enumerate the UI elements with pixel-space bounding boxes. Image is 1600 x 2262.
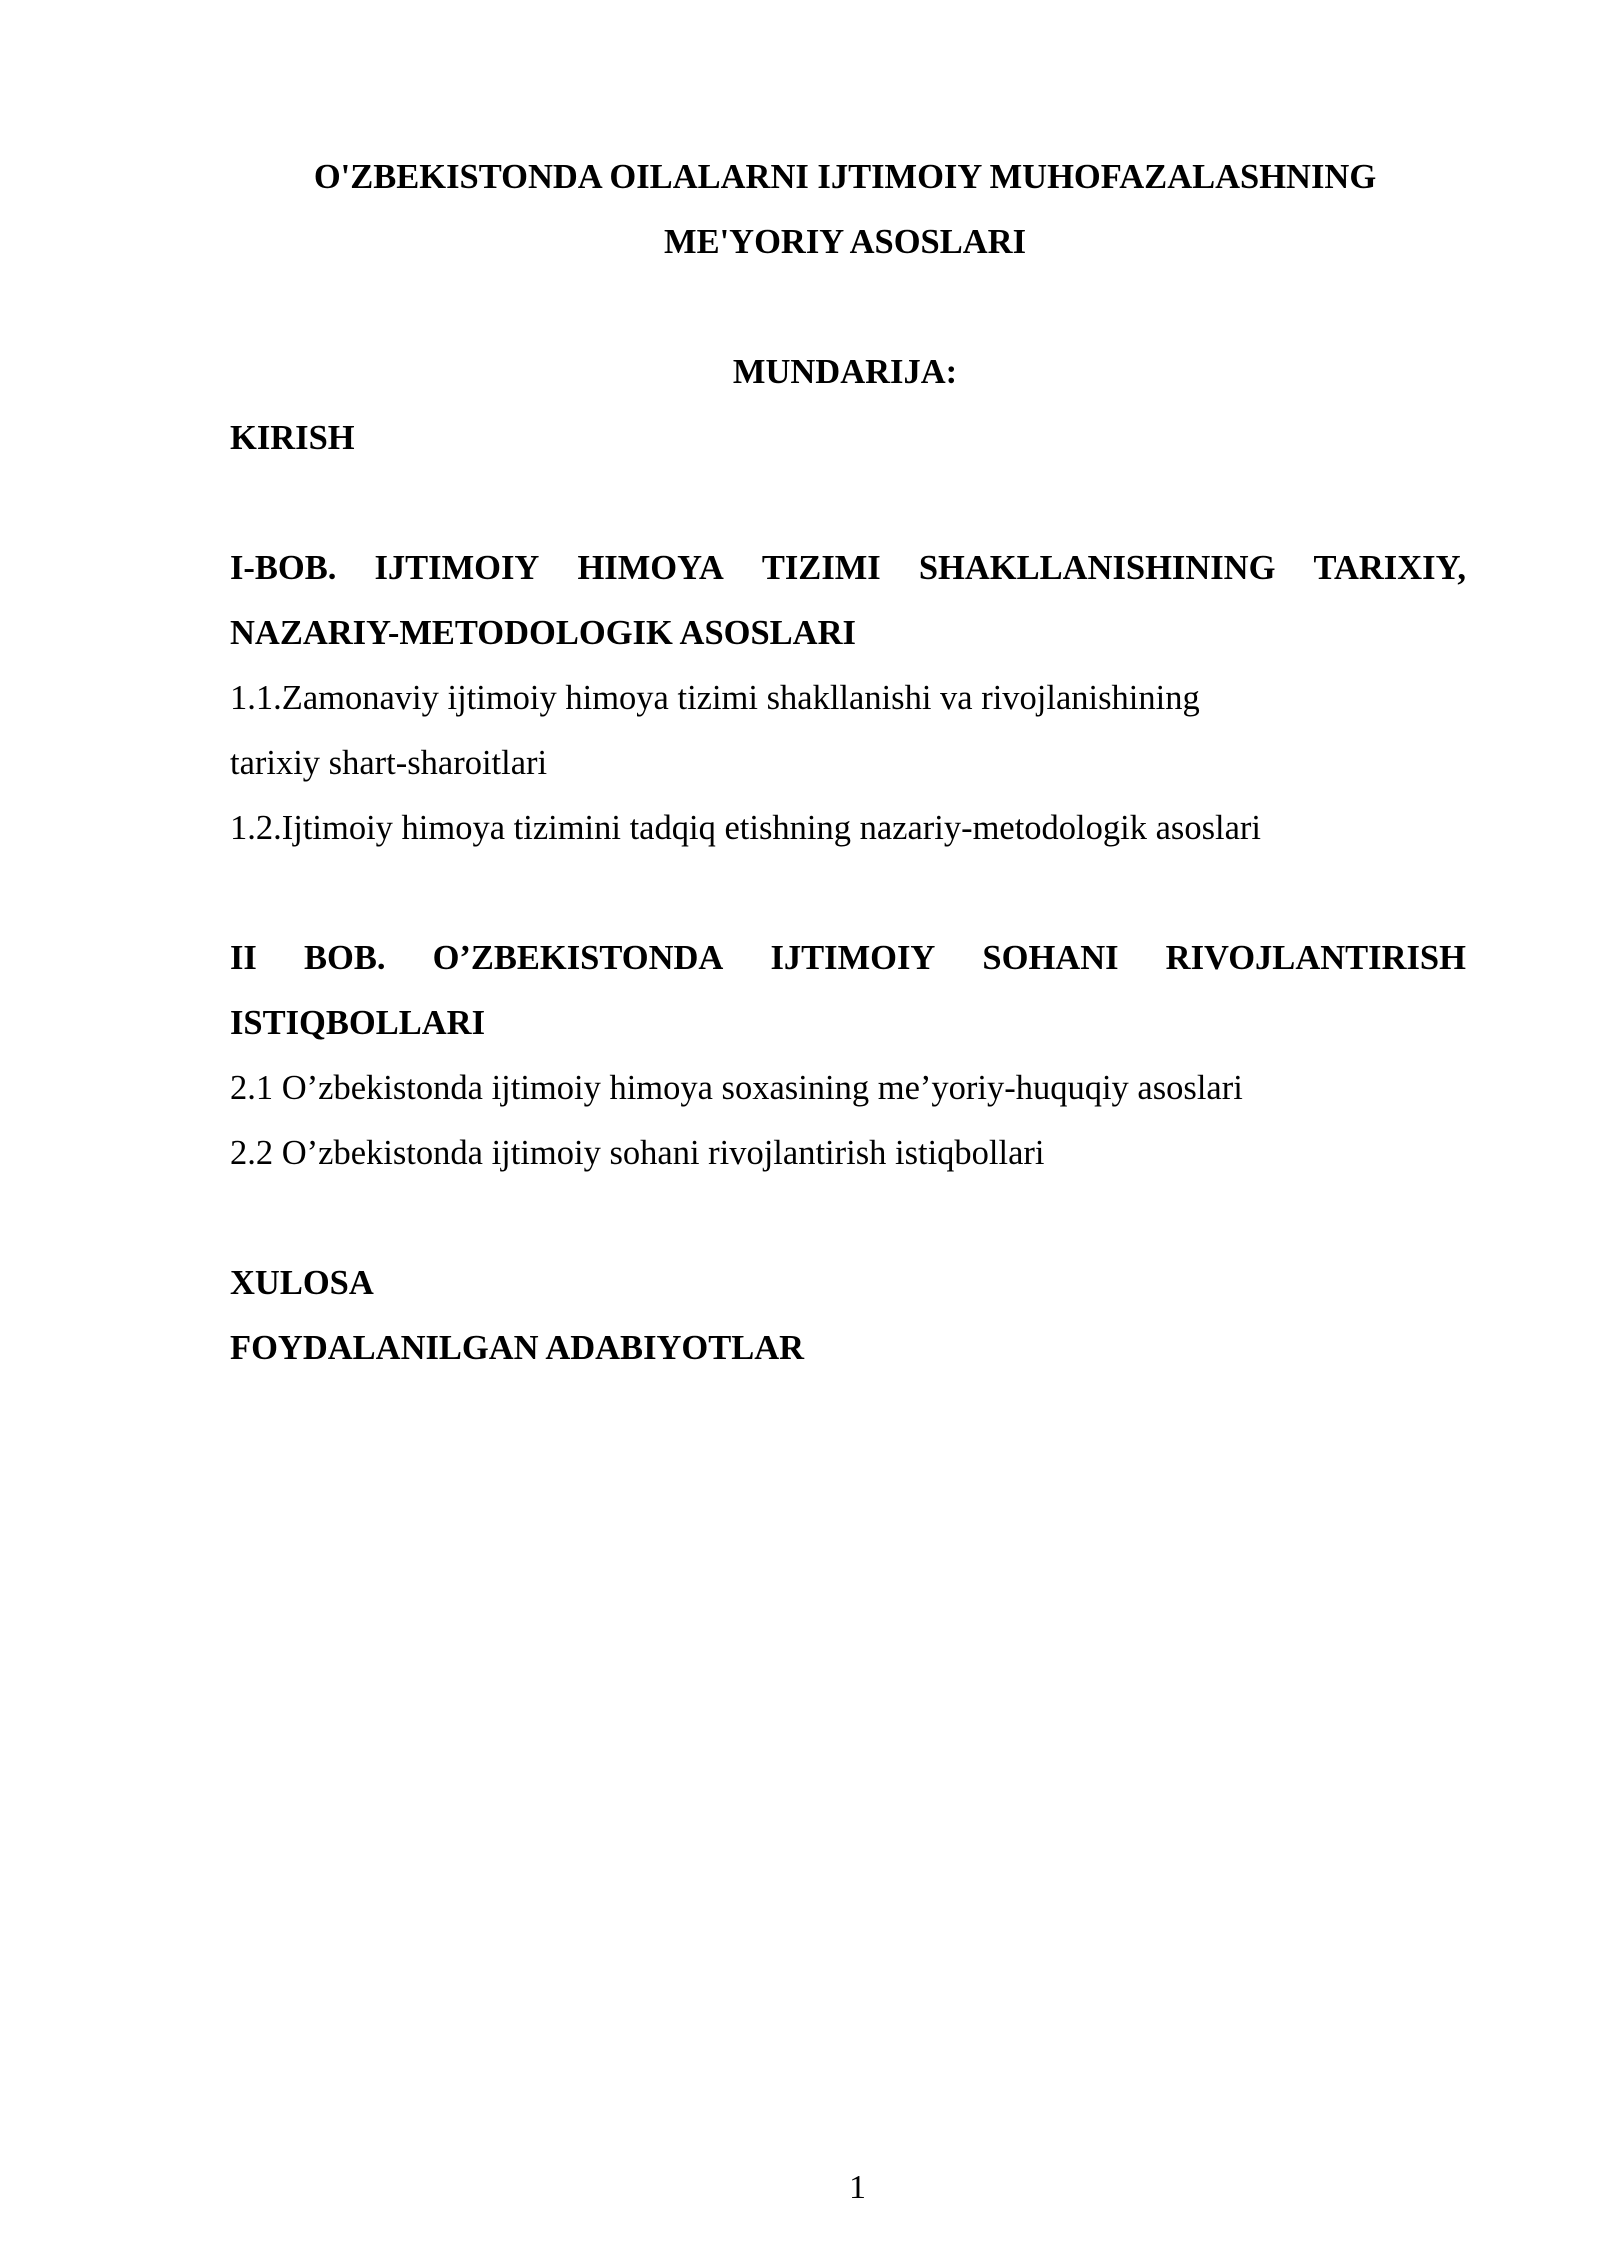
- chapter-1-heading-word: IJTIMOIY: [374, 549, 540, 587]
- chapter-2-heading-word: RIVOJLANTIRISH: [1165, 939, 1466, 977]
- chapter-2-heading-word: BOB.: [303, 939, 386, 977]
- toc-entry-intro: KIRISH: [230, 419, 355, 457]
- chapter-1-heading-word: HIMOYA: [577, 549, 724, 587]
- chapter-1-heading-word: TARIXIY,: [1313, 549, 1466, 587]
- document-title-line-1: O'ZBEKISTONDA OILALARNI IJTIMOIY MUHOFAZALASHNING: [313, 158, 1377, 196]
- toc-section-1-2: 1.2.Ijtimoiy himoya tizimini tadqiq etishning nazariy-metodologik asoslari: [230, 809, 1261, 847]
- chapter-1-heading-word: I-BOB.: [230, 549, 337, 587]
- toc-chapter-1-heading-line-2: NAZARIY-METODOLOGIK ASOSLARI: [230, 614, 856, 652]
- toc-section-2-1: 2.1 O’zbekistonda ijtimoiy himoya soxasining me’yoriy-huquqiy asoslari: [230, 1069, 1243, 1107]
- toc-chapter-1-heading: [230, 548, 1466, 588]
- toc-entry-conclusion: XULOSA: [230, 1264, 374, 1302]
- chapter-2-heading-word: IJTIMOIY: [770, 939, 936, 977]
- toc-section-1-1-line-1: 1.1.Zamonaviy ijtimoiy himoya tizimi shakllanishi va rivojlanishining: [230, 679, 1200, 717]
- chapter-1-heading-word: SHAKLLANISHINING: [918, 549, 1276, 587]
- chapter-2-heading-word: II: [230, 939, 257, 977]
- contents-heading: MUNDARIJA:: [732, 353, 958, 391]
- toc-chapter-2-heading-line-2: ISTIQBOLLARI: [230, 1004, 486, 1042]
- page-number: 1: [849, 2169, 866, 2206]
- chapter-1-heading-word: TIZIMI: [761, 549, 881, 587]
- document-title-line-2: ME'YORIY ASOSLARI: [664, 223, 1026, 261]
- chapter-2-heading-word: O’ZBEKISTONDA: [432, 939, 724, 977]
- chapter-2-heading-word: SOHANI: [982, 939, 1119, 977]
- toc-section-1-1-line-2: tarixiy shart-sharoitlari: [230, 744, 548, 782]
- toc-entry-references: FOYDALANILGAN ADABIYOTLAR: [230, 1329, 805, 1367]
- toc-chapter-2-heading: [230, 938, 1466, 978]
- toc-section-2-2: 2.2 O’zbekistonda ijtimoiy sohani rivojlantirish istiqbollari: [230, 1134, 1045, 1172]
